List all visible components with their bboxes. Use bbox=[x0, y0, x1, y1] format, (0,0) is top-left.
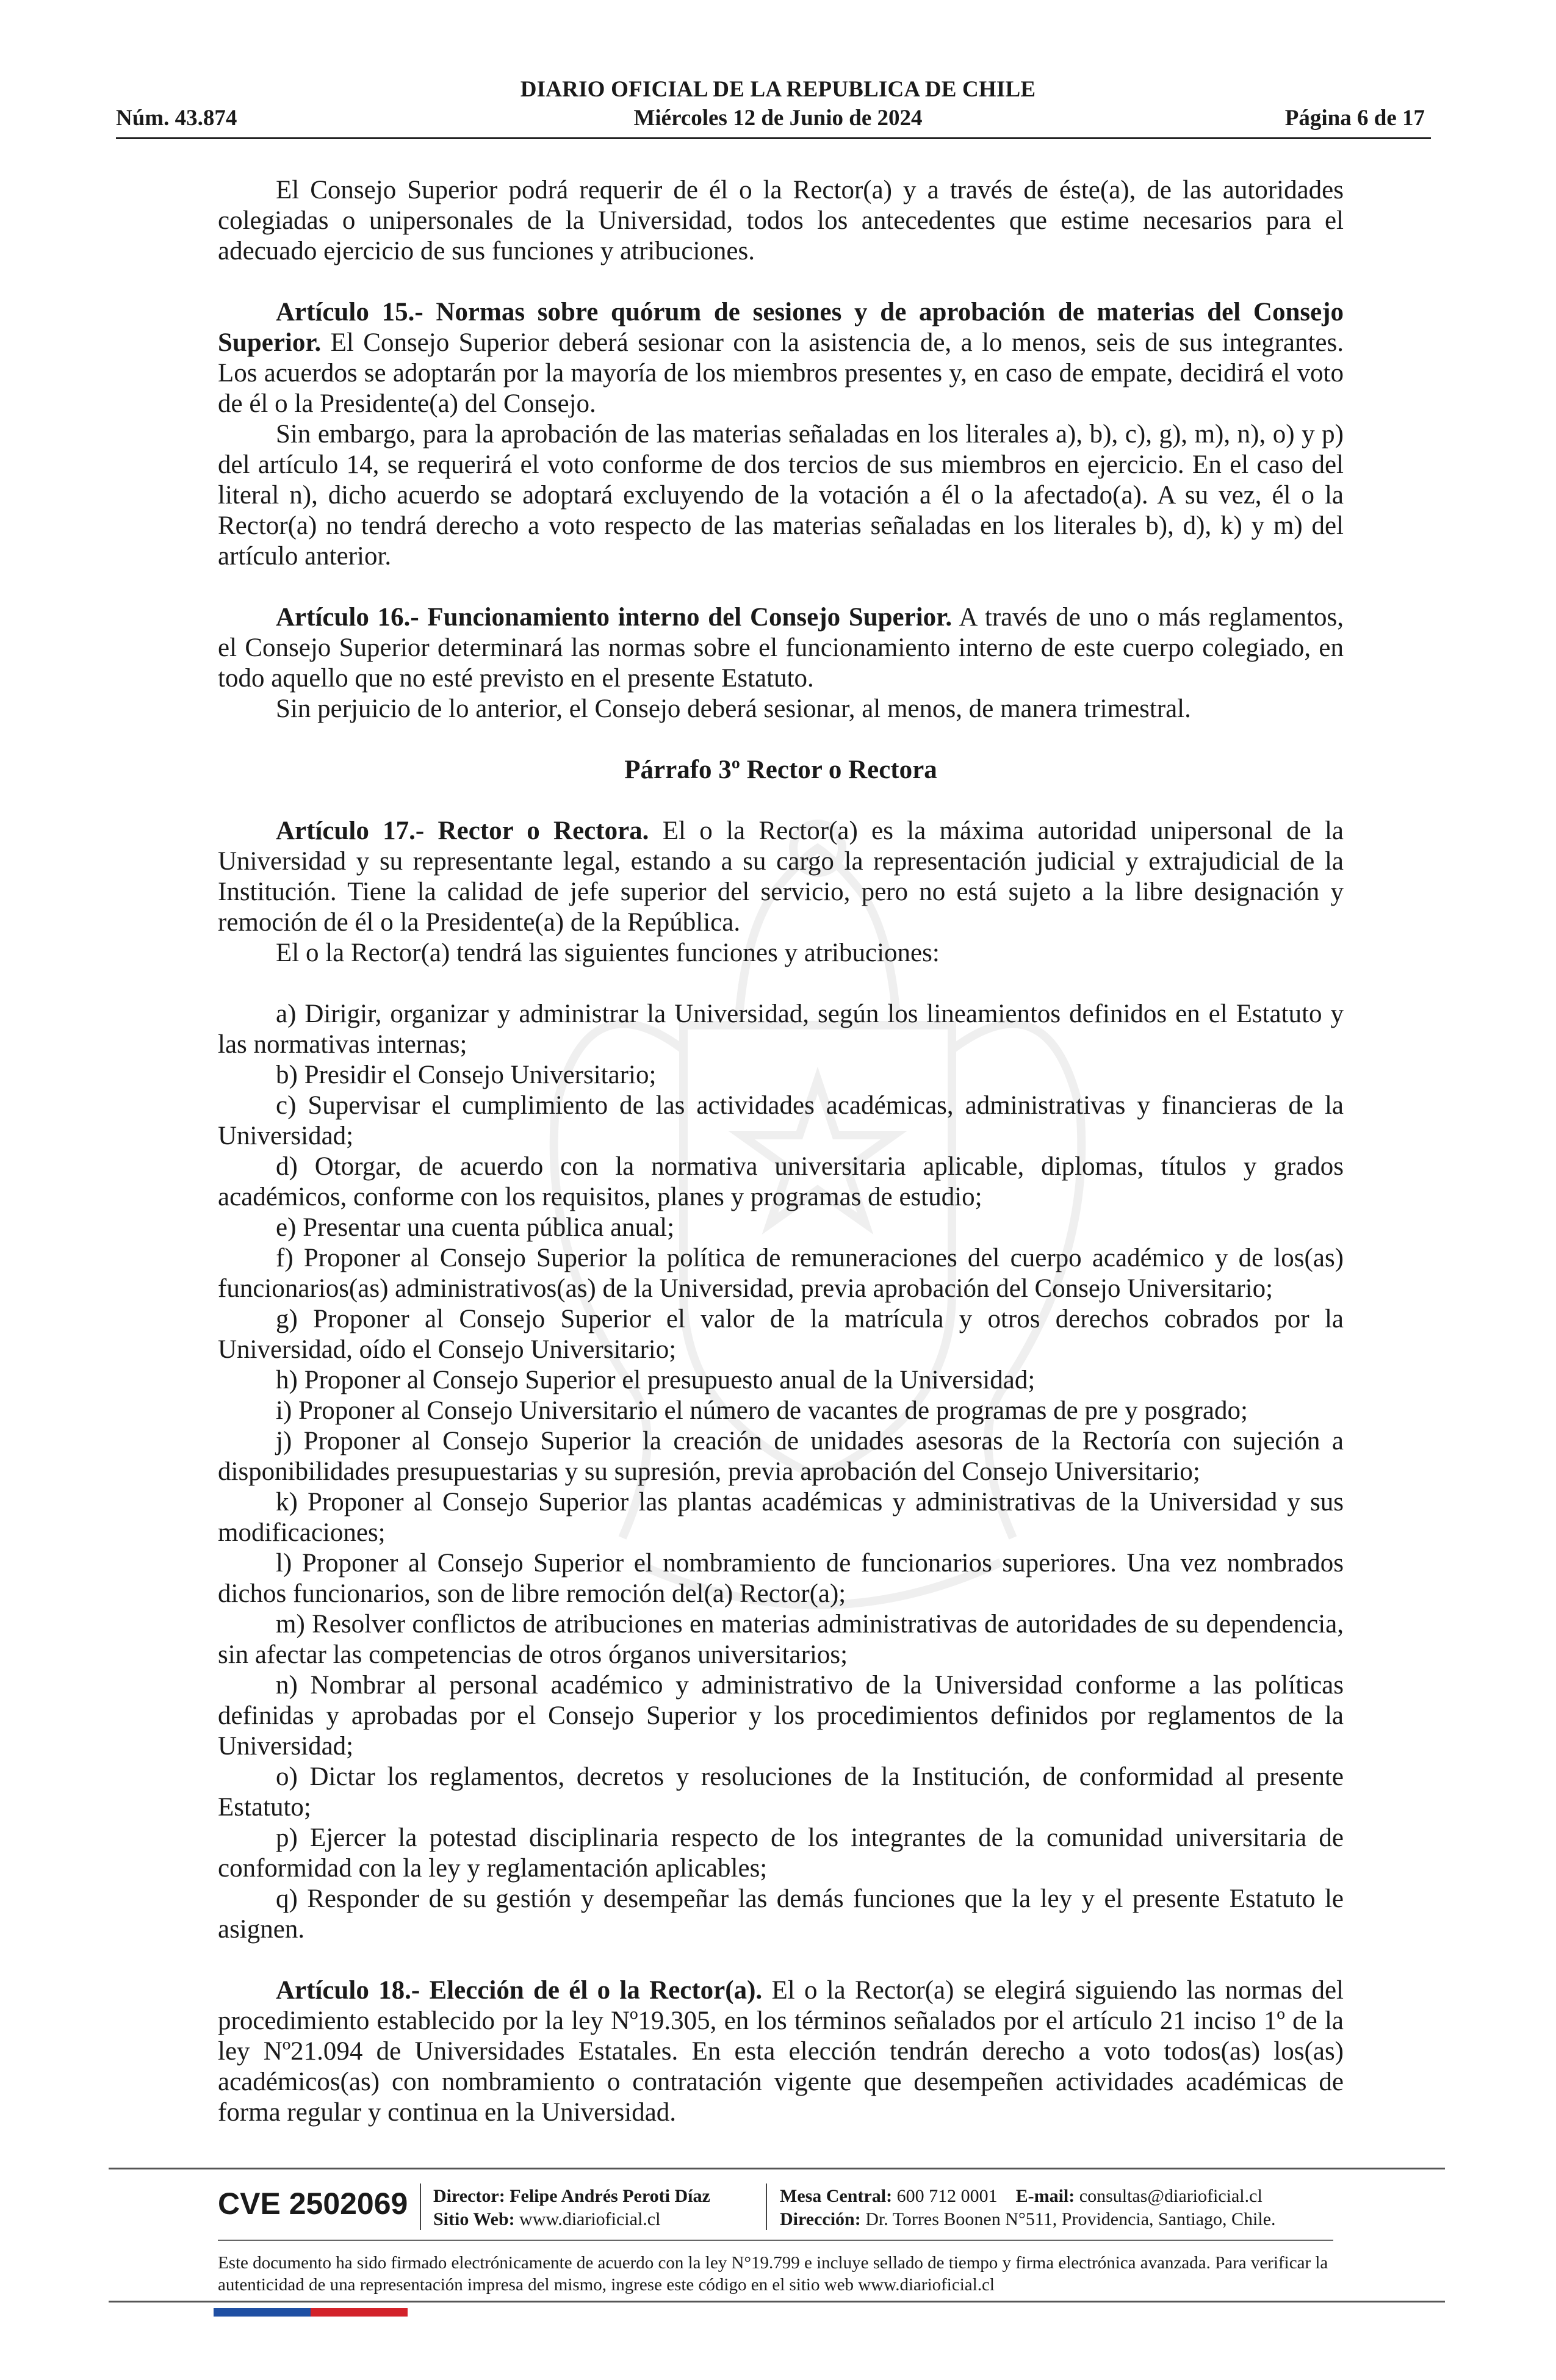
functions-list bbox=[218, 999, 1344, 1945]
article-text: El o la Rector(a) se elegirá siguiendo las normas del procedimiento establecido por la ley Nº19.305, en los términos señalados por el artículo 21 inciso 1º de la ley Nº21.094 de Universidades Estatales. En esta elección tendrán derecho a voto todos(as) los(as) académicos(as) con nombramiento o contratación vigente que desempeñen actividades académicas de forma regular y continua en la Universidad. bbox=[218, 1976, 1344, 2127]
list-item: k) Proponer al Consejo Superior las plantas académicas y administrativas de la Universidad y sus modificaciones; bbox=[218, 1488, 1344, 1547]
paragraph: El o la Rector(a) tendrá las siguientes funciones y atribuciones: bbox=[276, 939, 940, 967]
web-link[interactable]: www.diarioficial.cl bbox=[519, 2209, 661, 2229]
footer-divider-middle bbox=[218, 2240, 1333, 2241]
list-item: h) Proponer al Consejo Superior el presupuesto anual de la Universidad; bbox=[276, 1366, 1036, 1394]
signature-note: Este documento ha sido firmado electrónicamente de acuerdo con la ley N°19.799 e incluye sellado de tiempo y firma electrónica avanzada. Para verificar la autenticidad de una representación impresa del mismo, ingrese este código en el sitio web www.diarioficial.cl bbox=[218, 2253, 1328, 2295]
footer-separator bbox=[420, 2183, 421, 2230]
footer-contact-info bbox=[780, 2185, 1276, 2231]
address-value: Dr. Torres Boonen N°511, Providencia, Santiago, Chile. bbox=[865, 2209, 1276, 2229]
director-label: Director: bbox=[433, 2186, 505, 2206]
paragraph: El Consejo Superior podrá requerir de él o la Rector(a) y a través de éste(a), de las autoridades colegiadas o unipersonales de la Universidad, todos los antecedentes que estime necesarios para el adecuado ejercicio de sus funciones y atribuciones. bbox=[218, 176, 1344, 265]
article-title: Artículo 15.- Normas sobre quórum de sesiones y de aprobación de materias del Consejo Superior. bbox=[218, 298, 1344, 357]
article-title: Artículo 17.- Rector o Rectora. bbox=[276, 817, 649, 845]
article-text: A través de uno o más reglamentos, el Consejo Superior determinará las normas sobre el funcionamiento interno de este cuerpo colegiado, en todo aquello que no esté previsto en el presente Estatuto. bbox=[218, 603, 1344, 693]
paragraph: Sin perjuicio de lo anterior, el Consejo deberá sesionar, al menos, de manera trimestral. bbox=[276, 694, 1191, 723]
article-18 bbox=[218, 1975, 1344, 2128]
publication-title: DIARIO OFICIAL DE LA REPUBLICA DE CHILE bbox=[520, 77, 1036, 102]
cve-code: CVE 2502069 bbox=[218, 2187, 408, 2221]
section-heading: Párrafo 3º Rector o Rectora bbox=[624, 755, 937, 784]
list-item: c) Supervisar el cumplimiento de las actividades académicas, administrativas y financieras de la Universidad; bbox=[218, 1091, 1344, 1150]
phone-value: 600 712 0001 bbox=[896, 2186, 998, 2206]
phone-label: Mesa Central: bbox=[780, 2186, 893, 2206]
list-item: q) Responder de su gestión y desempeñar las demás funciones que la ley y el presente Estatuto le asignen. bbox=[218, 1884, 1344, 1944]
list-item: b) Presidir el Consejo Universitario; bbox=[276, 1061, 657, 1089]
list-item: i) Proponer al Consejo Universitario el número de vacantes de programas de pre y posgrado; bbox=[276, 1396, 1248, 1425]
email-label: E-mail: bbox=[1015, 2186, 1075, 2206]
issue-number: Núm. 43.874 bbox=[116, 106, 237, 131]
list-item: a) Dirigir, organizar y administrar la Universidad, según los lineamientos definidos en el Estatuto y las normativas internas; bbox=[218, 1000, 1344, 1059]
list-item: g) Proponer al Consejo Superior el valor de la matrícula y otros derechos cobrados por la Universidad, oído el Consejo Universitario; bbox=[218, 1305, 1344, 1364]
article-text: El Consejo Superior deberá sesionar con la asistencia de, a lo menos, seis de sus integrantes. Los acuerdos se adoptarán por la mayoría de los miembros presentes y, en caso de empate, decidirá el voto de él o la Presidente(a) del Consejo. bbox=[218, 328, 1344, 418]
article-title: Artículo 16.- Funcionamiento interno del Consejo Superior. bbox=[276, 603, 953, 632]
email-link[interactable]: consultas@diarioficial.cl bbox=[1079, 2186, 1262, 2206]
publication-date: Miércoles 12 de Junio de 2024 bbox=[633, 106, 923, 131]
list-item: l) Proponer al Consejo Superior el nombramiento de funcionarios superiores. Una vez nombrados dichos funcionarios, son de libre remoción del(a) Rector(a); bbox=[218, 1549, 1344, 1608]
list-item: j) Proponer al Consejo Superior la creación de unidades asesoras de la Rectoría con sujeción a disponibilidades presupuestarias y su supresión, previa aprobación del Consejo Universitario; bbox=[218, 1427, 1344, 1486]
article-title: Artículo 18.- Elección de él o la Rector(a). bbox=[276, 1976, 763, 2005]
article-15 bbox=[218, 297, 1344, 419]
flag-stripe bbox=[214, 2308, 408, 2317]
paragraph: Sin embargo, para la aprobación de las materias señaladas en los literales a), b), c), g), m), n), o) y p) del artículo 14, se requerirá el voto conforme de dos tercios de sus miembros en ejercicio. En el caso del literal n), dicho acuerdo se adoptará excluyendo de la votación a él o la afectado(a). A su vez, él o la Rector(a) no tendrá derecho a voto respecto de las materias señaladas en los literales b), d), k) y m) del artículo anterior. bbox=[218, 420, 1344, 571]
page-footer bbox=[0, 2154, 1556, 2380]
list-item: o) Dictar los reglamentos, decretos y resoluciones de la Institución, de conformidad al presente Estatuto; bbox=[218, 1762, 1344, 1822]
address-label: Dirección: bbox=[780, 2209, 861, 2229]
flag-red-stripe bbox=[311, 2308, 408, 2317]
document-body bbox=[218, 175, 1344, 2128]
list-item: f) Proponer al Consejo Superior la política de remuneraciones del cuerpo académico y de los(as) funcionarios(as) administrativos(as) de la Universidad, previa aprobación del Consejo Universitario; bbox=[218, 1244, 1344, 1303]
director-name: Felipe Andrés Peroti Díaz bbox=[510, 2186, 710, 2206]
header-divider bbox=[116, 137, 1431, 139]
web-label: Sitio Web: bbox=[433, 2209, 515, 2229]
flag-blue-stripe bbox=[214, 2308, 311, 2317]
article-17 bbox=[218, 816, 1344, 938]
list-item: m) Resolver conflictos de atribuciones en materias administrativas de autoridades de su dependencia, sin afectar las competencias de otros órganos universitarios; bbox=[218, 1610, 1344, 1669]
footer-divider-top bbox=[109, 2168, 1445, 2169]
list-item: e) Presentar una cuenta pública anual; bbox=[276, 1213, 675, 1242]
page-indicator: Página 6 de 17 bbox=[1284, 106, 1425, 131]
footer-divider-bottom bbox=[109, 2301, 1445, 2302]
list-item: p) Ejercer la potestad disciplinaria respecto de los integrantes de la comunidad universitaria de conformidad con la ley y reglamentación aplicables; bbox=[218, 1823, 1344, 1883]
footer-director-info bbox=[433, 2185, 710, 2231]
article-16 bbox=[218, 602, 1344, 694]
list-item: d) Otorgar, de acuerdo con la normativa universitaria aplicable, diplomas, títulos y grados académicos, conforme con los requisitos, planes y programas de estudio; bbox=[218, 1152, 1344, 1211]
page-header bbox=[0, 0, 1556, 146]
list-item: n) Nombrar al personal académico y administrativo de la Universidad conforme a las políticas definidas y aprobadas por el Consejo Superior y los procedimientos definidos por reglamentos de la Universidad; bbox=[218, 1671, 1344, 1761]
footer-separator bbox=[766, 2183, 767, 2230]
article-text: El o la Rector(a) es la máxima autoridad unipersonal de la Universidad y su representante legal, estando a su cargo la representación judicial y extrajudicial de la Institución. Tiene la calidad de jefe superior del servicio, pero no está sujeto a la libre designación y remoción de él o la Presidente(a) de la República. bbox=[218, 817, 1344, 937]
